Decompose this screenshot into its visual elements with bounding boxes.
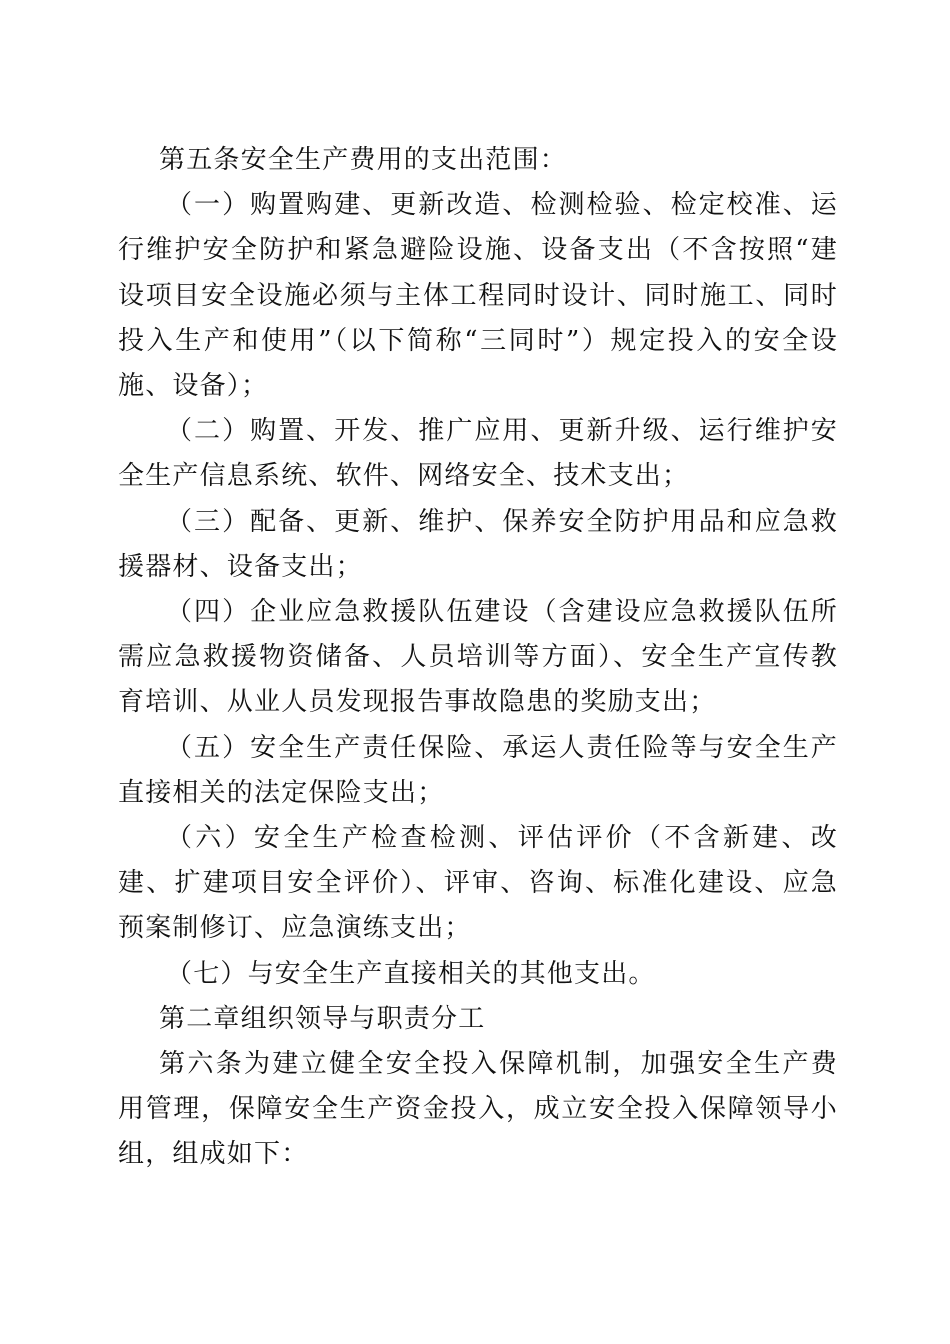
article-5-heading: 第五条安全生产费用的支出范围： — [159, 145, 568, 175]
list-item-5: （五）安全生产责任保险、承运人责任险等与安全生产直接相关的法定保险支出； — [118, 732, 838, 808]
list-item-4: （四）企业应急救援队伍建设（含建设应急救援队伍所需应急救援物资储备、人员培训等方面）、安全生产宣传教育培训、从业人员发现报告事故隐患的奖励支出； — [118, 597, 838, 718]
document-body — [118, 138, 838, 1178]
list-item-2: （二）购置、开发、推广应用、更新升级、运行维护安全生产信息系统、软件、网络安全、技术支出； — [118, 416, 838, 492]
list-item-3: （三）配备、更新、维护、保养安全防护用品和应急救援器材、设备支出； — [118, 506, 838, 582]
list-item-7: （七）与安全生产直接相关的其他支出。 — [166, 958, 656, 989]
chapter-2-heading: 第二章组织领导与职责分工 — [159, 1003, 486, 1034]
list-item-6: （六）安全生产检查检测、评估评价（不含新建、改建、扩建项目安全评价）、评审、咨询、标准化建设、应急预案制修订、应急演练支出； — [118, 823, 838, 944]
list-item-1: （一）购置购建、更新改造、检测检验、检定校准、运行维护安全防护和紧急避险设施、设备支出（不含按照“建设项目安全设施必须与主体工程同时设计、同时施工、同时投入生产和使用”（以下简称“三同时”）规定投入的安全设施、设备）； — [118, 190, 838, 402]
article-6-paragraph: 第六条为建立健全安全投入保障机制，加强安全生产费用管理，保障安全生产资金投入，成立安全投入保障领导小组，组成如下： — [118, 1049, 838, 1170]
